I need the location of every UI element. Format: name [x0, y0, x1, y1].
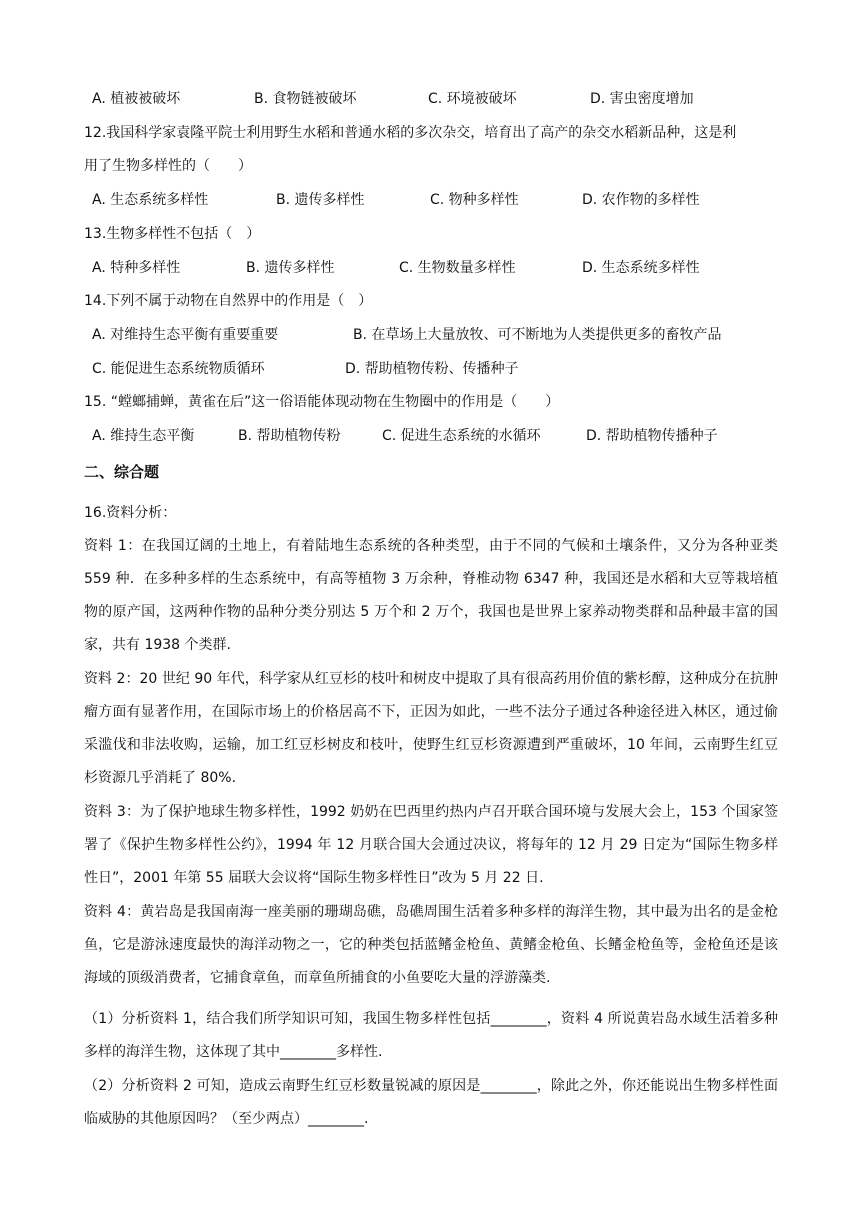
- q14-option-d[interactable]: D. 帮助植物传粉、传播种子: [345, 361, 519, 377]
- q15-stem: 15. “螳螂捕蝉，黄雀在后”这一俗语能体现动物在生物圈中的作用是（ ）: [84, 394, 560, 410]
- q16-stem: 16.资料分析：: [84, 505, 177, 521]
- q12-stem-line2: 用了生物多样性的（ ）: [84, 158, 252, 174]
- q15-option-a[interactable]: A. 维持生态平衡: [92, 428, 195, 444]
- q15-option-b[interactable]: B. 帮助植物传粉: [238, 428, 341, 444]
- q14-stem: 14.下列不属于动物在自然界中的作用是（ ）: [84, 293, 373, 309]
- q14-option-b[interactable]: B. 在草场上大量放牧、可不断地为人类提供更多的畜牧产品: [353, 327, 722, 343]
- q13-option-c[interactable]: C. 生物数量多样性: [399, 260, 516, 276]
- q13-stem: 13.生物多样性不包括（ ）: [84, 226, 261, 242]
- q16-subquestion-2: （2）分析资料 2 可知，造成云南野生红豆杉数量锐减的原因是________，除此之外，你还能说出生物多样性面临威胁的其他原因吗？（至少两点）________.: [84, 1078, 778, 1127]
- section-heading-comprehensive: 二、综合题: [84, 463, 160, 481]
- q15-option-d[interactable]: D. 帮助植物传播种子: [586, 428, 718, 444]
- q12-option-a[interactable]: A. 生态系统多样性: [92, 192, 209, 208]
- q16-subquestion-1: （1）分析资料 1，结合我们所学知识可知，我国生物多样性包括________，资料 4 所说黄岩岛水域生活着多种多样的海洋生物，这体现了其中________多样性.: [84, 1011, 778, 1060]
- q13-option-b[interactable]: B. 遗传多样性: [246, 260, 335, 276]
- q16-material-2: 资料 2：20 世纪 90 年代，科学家从红豆杉的枝叶和树皮中提取了具有很高药用价值的紫杉醇，这种成分在抗肿瘤方面有显著作用，在国际市场上的价格居高不下，正因为如此，一些不法分子通过各种途径进入林区，通过偷采滥伐和非法收购，运输，加工红豆杉树皮和枝叶，使野生红豆杉资源遭到严重破坏，10 年间，云南野生红豆杉资源几乎消耗了 80%.: [84, 671, 778, 786]
- q11-option-b[interactable]: B. 食物链被破坏: [254, 91, 357, 107]
- q16-material-3: 资料 3：为了保护地球生物多样性，1992 奶奶在巴西里约热内卢召开联合国环境与发展大会上，153 个国家签署了《保护生物多样性公约》，1994 年 12 月联合国大会通过决议，将每年的 12 月 29 日定为“国际生物多样性日”，2001 年第 55 届联大会议将“国际生物多样性日”改为 5 月 22 日.: [84, 804, 778, 886]
- q11-option-a[interactable]: A. 植被被破坏: [92, 91, 181, 107]
- q12-option-b[interactable]: B. 遗传多样性: [276, 192, 365, 208]
- q13-option-a[interactable]: A. 特种多样性: [92, 260, 181, 276]
- q14-option-c[interactable]: C. 能促进生态系统物质循环: [92, 361, 265, 377]
- q16-material-4: 资料 4：黄岩岛是我国南海一座美丽的珊瑚岛礁，岛礁周围生活着多种多样的海洋生物，其中最为出名的是金枪鱼，它是游泳速度最快的海洋动物之一，它的种类包括蓝鳍金枪鱼、黄鳍金枪鱼、长鳍金枪鱼等，金枪鱼还是该海域的顶级消费者，它捕食章鱼，而章鱼所捕食的小鱼要吃大量的浮游藻类.: [84, 904, 778, 986]
- q14-option-a[interactable]: A. 对维持生态平衡有重要重要: [92, 327, 279, 343]
- q12-option-d[interactable]: D. 农作物的多样性: [582, 192, 700, 208]
- q12-option-c[interactable]: C. 物种多样性: [430, 192, 519, 208]
- q11-option-c[interactable]: C. 环境被破坏: [428, 91, 517, 107]
- q15-option-c[interactable]: C. 促进生态系统的水循环: [382, 428, 541, 444]
- q12-stem-line1: 12.我国科学家袁隆平院士利用野生水稻和普通水稻的多次杂交，培育出了高产的杂交水稻新品种，这是利: [84, 125, 737, 141]
- q11-option-d[interactable]: D. 害虫密度增加: [590, 91, 694, 107]
- q16-material-1: 资料 1：在我国辽阔的土地上，有着陆地生态系统的各种类型，由于不同的气候和土壤条件，又分为各种亚类 559 种．在多种多样的生态系统中，有高等植物 3 万余种，脊椎动物 6347 种，我国还是水稻和大豆等栽培植物的原产国，这两种作物的品种分类分别达 5 万个和 2 万个，我国也是世界上家养动物类群和品种最丰富的国家，共有 1938 个类群.: [84, 538, 778, 653]
- q13-option-d[interactable]: D. 生态系统多样性: [582, 260, 700, 276]
